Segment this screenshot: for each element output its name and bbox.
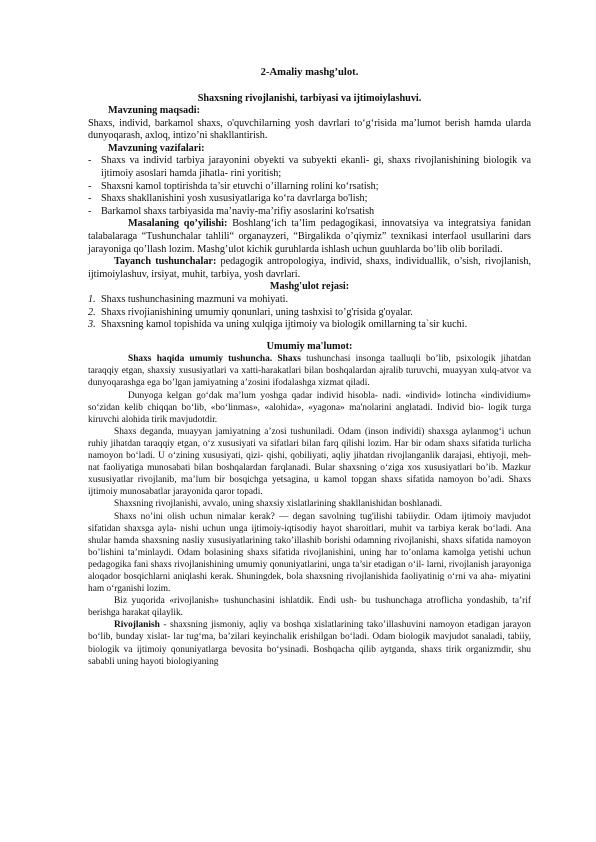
info-body: [88, 353, 531, 667]
info-text: - shaxsning jismoniy, aqliy va boshqa xislatlarining tako’illashuvini namoyon etadigan jarayon bo‘lib, bunday xislat- lar tug‘ma, ba’zilari keyinchalik erishilgan bo‘ladi. Odam biologik mavjudot sanaladi, tabiiy, biologik va ijtimoiy qonuniyatlarga bevosita bo‘ysinadi. Boshqacha qilib aytganda, shaxs tirik organizmdir, shu sababli uning hayoti biologiyaning: [88, 620, 531, 667]
info-paragraph: [88, 353, 531, 389]
plan-item-number: 2.: [88, 306, 96, 318]
list-item: - Barkamol shaxs tarbiyasida ma’naviy-ma’rifiy asoslarini ko'rsatish: [88, 206, 531, 219]
purpose-text: Shaxs, individ, barkamol shaxs, o'quvchilarning yosh davrlari to‘g‘risida ma’lumot berish hamda ularda dunyoqarash, axloq, intizo’ni shakllantirish.: [88, 117, 531, 142]
info-paragraph: Shaxs deganda, muayyan jamiyatning a’zosi tushuniladi. Odam (inson individi) shaxsga aylanmog‘i uchun ruhiy jihatdan taraqqiy etgan, o‘z xususiyati va sifatlari bilan farq qilishi lozim. Har bir odam shaxs sifatida turlicha namoyon bo‘ladi. U o‘zining xususiyati, qizi- qishi, qobiliyati, aqliy jihatdan rivojlanganlik darajasi, ehtiyoji, meh- nat faoliyatiga munosabati bilan boshqalardan farqlanadi. Bular shaxsning o‘ziga xos xususiyatlari bo’ib. Mazkur xususiyatlar rivojlanib, ma’lum bir bosqichga yetsagina, u kamol topgan shaxs sifatida namoyon bo’adi. Shaxs ijtimoiy munosabatlar jarayonida qaror topadi.: [88, 426, 531, 498]
info-paragraph: Biz yuqorida «rivojlanish» tushunchasini ishlatdik. Endi ush- bu tushunchaga atroflicha yondashib, ta’rif berishga harakat qilaylik.: [88, 596, 531, 619]
plan-item-number: 3.: [88, 319, 96, 331]
list-item: [88, 307, 531, 320]
document-page: [88, 66, 531, 668]
plan-item-text: Shaxs tushunchasining mazmuni va mohiyati.: [101, 293, 289, 305]
page-title: 2-Amaliy mashg’ulot.: [260, 67, 359, 78]
info-paragraph: Dunyoga kelgan go‘dak ma’lum yoshga qadar individ hisobla- nadi. «individ» lotincha «individium» so‘zidan kelib chiqqan bo‘lib, «bo‘linmas», «alohida», «yagona» ma'nolarini anglatadi. Individ bio- logik turga kiruvchi alohida tirik mavjudotdir.: [88, 390, 531, 425]
list-item: - Shaxsni kamol toptirishda ta’sir etuvchi o’illarning rolini ko‘rsatish;: [88, 181, 531, 194]
info-paragraph: [88, 619, 531, 667]
keywords-label: Tayanch tushunchalar:: [114, 256, 217, 268]
info-paragraph: Shaxsning rivojlanishi, avvalo, uning shaxsiy xislatlarining shakllanishidan boshlanadi.: [114, 499, 443, 510]
plan-list: [88, 294, 531, 332]
list-item: - Shaxs va individ tarbiya jarayonini obyekti va subyekti ekanli- gi, shaxs rivojlanishining biologik va ijtimoiy asoslari hamda jihatla- rini yoritish;: [88, 155, 531, 180]
info-title: Umumiy ma'lumot:: [266, 340, 353, 352]
purpose-label: Mavzuning maqsadi:: [108, 105, 200, 116]
list-item: [88, 319, 531, 332]
plan-title: Mashg'ulot rejasi:: [269, 281, 350, 293]
page-subtitle: Shaxsning rivojlanishi, tarbiyasi va ijtimoiylashuvi.: [197, 93, 422, 104]
info-term: Rivojlanish: [114, 620, 160, 631]
info-paragraph: Shaxs no’ini olish uchun nimalar kerak? — degan savolning tug'ilishi tabiiydir. Odam ijtimoiy mavjudot sifatidan shaxsga ayla- nishi uchun unga ijtimoiy-iqtisodiy hayot sharoitlari, muhit va tarbiya kerak bo‘ladi. Ana shular hamda shaxsning nasliy xususiyatlarining tako’illashib borishi odamning rivojlanishi, shaxs sifatida namoyon bo’lishini ta’minlaydi. Odam bolasining shaxs sifatida rivojlanishini, uning har to’onlama kamolga yetishi uchun pedagogika fani shaxs rivojlanishining umumiy qonuniyatlarini, unga ta’sir etadigan o‘il- larni, rivojlanish jarayoniga aloqador bosqichlarni aniqlashi kerak. Shuningdek, bola shaxsning rivojlanishida faoliyatinig o‘rni va aha- miyatini ham o‘rganishi lozim.: [88, 511, 531, 595]
list-item: - Shaxs shakllanishini yosh xususiyatlariga ko‘ra davrlarga bo'lish;: [88, 193, 531, 206]
list-item: [88, 294, 531, 307]
method-text: Boshlang‘ich ta’lim pedagogikasi, innovatsiya va integratsiya fanidan talabalaraga “Tushunchalar tahlili“ organayzeri, “Birgalikda o’qiymiz” texnikasi interfaol usullarini dars jarayoniga qo’llash lozim. Mashg’ulot kichik guruhlarda ishlash uchun guuhlarda bo’lib olib boriladi.: [88, 218, 531, 255]
method-paragraph: [88, 218, 531, 256]
method-label: Masalaning qo’yilishi:: [128, 218, 228, 230]
tasks-label: Mavzuning vazifalari:: [108, 142, 205, 154]
keywords-text: pedagogik antropologiya, individ, shaxs, individuallik, o’sish, rivojlanish, ijtimoiylashuv, irsiyat, muhit, tarbiya, yosh davrlari.: [88, 256, 531, 280]
info-text: tushunchasi insonga taalluqli bo’lib, psixologik jihatdan taraqqiy etgan, shaxsiy xususiyatlari va xatti-harakatlari bilan boshqalardan ajralib turuvchi, muayyan xulq-atvor va dunyoqarashga ega bo’lgan jamiyatning a’zosini ifodalashga xizmat qiladi.: [88, 354, 531, 389]
info-term: Shaxs haqida umumiy tushuncha. Shaxs: [128, 354, 301, 365]
plan-item-text: Shaxs rivojianishining umumiy qonunlari, uning tashxisi to’g'risida g'oyalar.: [101, 306, 413, 318]
tasks-list: [88, 155, 531, 218]
keywords-paragraph: [88, 256, 531, 281]
plan-item-text: Shaxsning kamol topishida va uning xulqiga ijtimoiy va biologik omillarning ta`sir kuchi.: [101, 319, 468, 331]
plan-item-number: 1.: [88, 293, 96, 305]
